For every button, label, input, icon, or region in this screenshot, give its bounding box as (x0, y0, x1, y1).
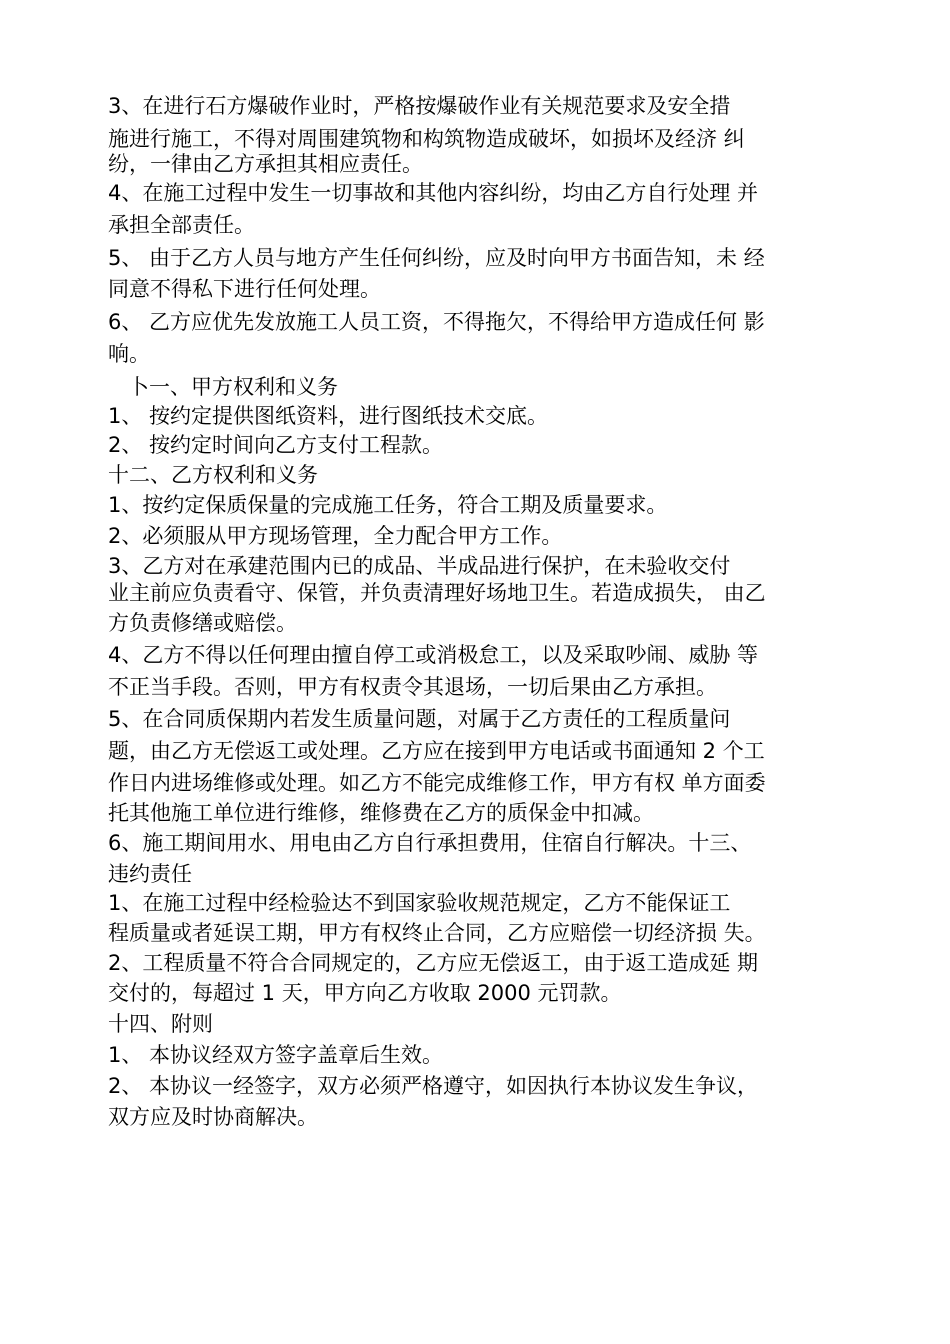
text-line: 同意不得私下进行任何处理。 (108, 277, 381, 301)
text-line: 1、在施工过程中经检验达不到国家验收规范规定，乙方不能保证工 (108, 891, 731, 915)
text-line: 6、 乙方应优先发放施工人员工资，不得拖欠，不得给甲方造成任何 影 (108, 310, 765, 334)
text-line: 响。 (108, 342, 150, 366)
text-line: 5、 由于乙方人员与地方产生任何纠纷，应及时向甲方书面告知，未 经 (108, 246, 765, 270)
section-heading: 十二、乙方权利和义务 (108, 463, 318, 487)
text-line: 程质量或者延误工期，甲方有权终止合同，乙方应赔偿一切经济损 失。 (108, 921, 766, 945)
text-line: 2、工程质量不符合合同规定的，乙方应无偿返工，由于返工造成延 期 (108, 951, 759, 975)
text-line: 1、 本协议经双方签字盖章后生效。 (108, 1043, 444, 1067)
text-line: 5、在合同质保期内若发生质量问题，对属于乙方责任的工程质量问 (108, 707, 731, 731)
text-line: 施进行施工，不得对周围建筑物和构筑物造成破坏，如损坏及经济 纠 (108, 127, 745, 151)
text-line: 承担全部责任。 (108, 213, 255, 237)
section-heading: 违约责任 (108, 862, 192, 886)
text-line: 作日内进场维修或处理。如乙方不能完成维修工作，甲方有权 单方面委 (108, 771, 766, 795)
text-line: 交付的，每超过 1 天，甲方向乙方收取 2000 元罚款。 (108, 981, 622, 1005)
section-heading: 卜一、甲方权利和义务 (128, 375, 338, 399)
text-line: 纷，一律由乙方承担其相应责任。 (108, 152, 423, 176)
text-line: 方负责修缮或赔偿。 (108, 611, 297, 635)
text-line: 双方应及时协商解决。 (108, 1105, 318, 1129)
text-line: 4、乙方不得以任何理由擅自停工或消极怠工，以及采取吵闹、威胁 等 (108, 643, 759, 667)
text-line: 1、 按约定提供图纸资料，进行图纸技术交底。 (108, 404, 549, 428)
section-heading: 十四、附则 (108, 1012, 213, 1036)
text-line: 2、 按约定时间向乙方支付工程款。 (108, 433, 444, 457)
text-line: 4、在施工过程中发生一切事故和其他内容纠纷，均由乙方自行处理 并 (108, 181, 759, 205)
text-line: 不正当手段。否则，甲方有权责令其退场，一切后果由乙方承担。 (108, 675, 717, 699)
text-line: 2、必须服从甲方现场管理，全力配合甲方工作。 (108, 524, 563, 548)
text-line: 3、在进行石方爆破作业时，严格按爆破作业有关规范要求及安全措 (108, 94, 731, 118)
text-line: 托其他施工单位进行维修，维修费在乙方的质保金中扣减。 (108, 801, 654, 825)
text-line: 3、乙方对在承建范围内已的成品、半成品进行保护，在未验收交付 (108, 554, 731, 578)
text-line: 1、按约定保质保量的完成施工任务，符合工期及质量要求。 (108, 493, 668, 517)
text-line: 题，由乙方无偿返工或处理。乙方应在接到甲方电话或书面通知 2 个工 (108, 739, 765, 763)
text-line: 2、 本协议一经签字，双方必须严格遵守，如因执行本协议发生争议， (108, 1074, 759, 1098)
text-line: 6、施工期间用水、用电由乙方自行承担费用，住宿自行解决。十三、 (108, 831, 752, 855)
text-line: 业主前应负责看守、保管，并负责清理好场地卫生。若造成损失， 由乙 (108, 581, 766, 605)
